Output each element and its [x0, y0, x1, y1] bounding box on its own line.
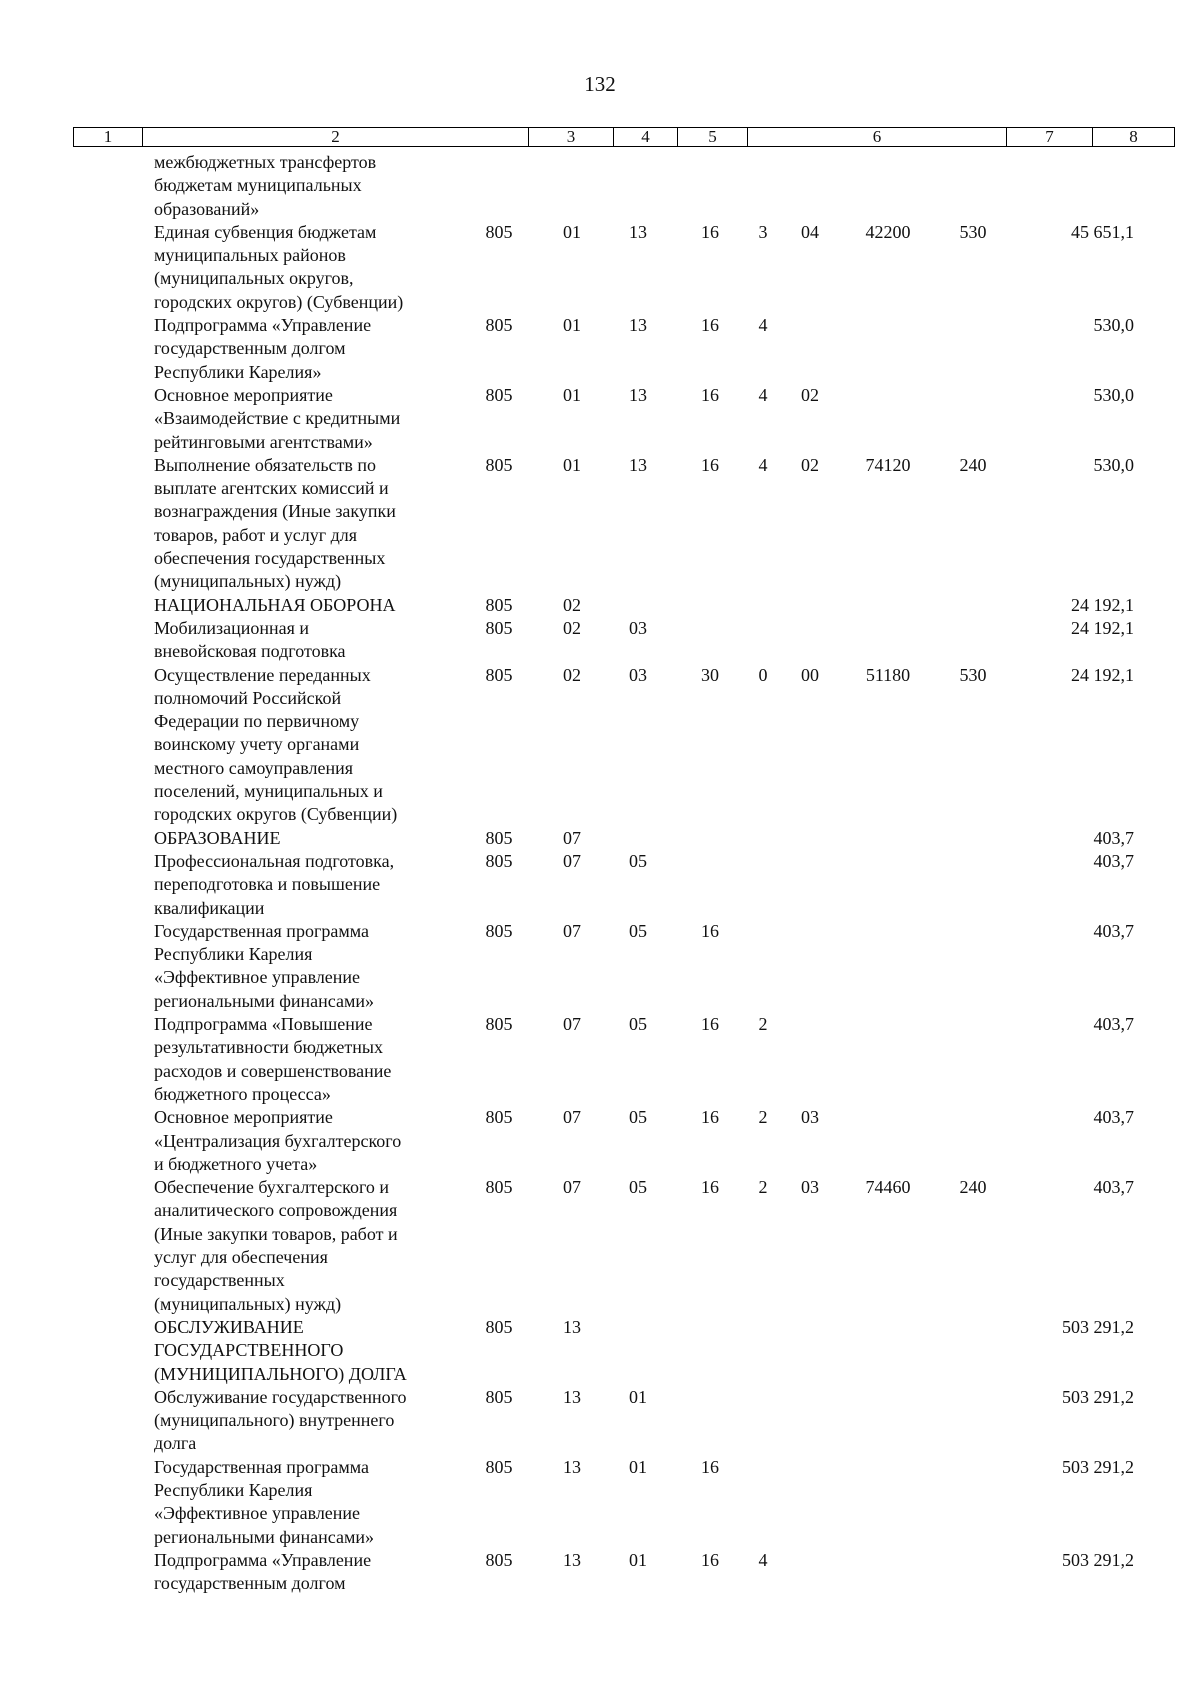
activity-code: 03	[801, 1107, 819, 1128]
section-code: 13	[563, 1386, 581, 1407]
code-805: 805	[485, 1550, 513, 1570]
amount: 530,0	[1093, 385, 1134, 405]
amount: 530,0	[1093, 454, 1134, 475]
program-code: 16	[701, 1550, 719, 1570]
subsection-code: 13	[629, 221, 647, 242]
section-code: 07	[563, 1014, 581, 1035]
section-code: 01	[563, 221, 581, 242]
row-description: Подпрограмма «Управление государственным долгом	[154, 1550, 372, 1594]
section-code: 07	[563, 920, 581, 941]
amount: 24 192,1	[1071, 594, 1134, 615]
amount: 503 291,2	[1062, 1317, 1134, 1337]
subprogram-code: 2	[758, 1177, 768, 1198]
code-805: 805	[485, 1177, 513, 1198]
code-805: 805	[485, 315, 513, 336]
section-code: 13	[563, 1317, 581, 1337]
activity-code: 04	[801, 221, 819, 242]
header-col-4: 4	[641, 127, 650, 146]
subprogram-code: 2	[758, 1014, 768, 1035]
row-description: Выполнение обязательств по выплате агентских комиссий и вознаграждения (Иные закупки товаров, работ и услуг для обеспечения государственных (муниципальных) нужд)	[154, 454, 396, 592]
program-code: 16	[701, 1456, 719, 1477]
code-805: 805	[485, 1317, 513, 1337]
section-code: 13	[563, 1550, 581, 1570]
section-code: 01	[563, 315, 581, 336]
program-code: 16	[701, 454, 719, 475]
amount: 503 291,2	[1062, 1456, 1134, 1477]
amount: 403,7	[1093, 1177, 1134, 1198]
subsection-code: 13	[629, 385, 647, 405]
section-code: 07	[563, 827, 581, 848]
code-805: 805	[485, 594, 513, 615]
header-col-1: 1	[103, 127, 113, 146]
program-code: 16	[701, 315, 719, 336]
program-code: 30	[701, 664, 719, 685]
code-805: 805	[485, 618, 513, 638]
row-description: Государственная программа Республики Карелия «Эффективное управление региональными финансами»	[154, 920, 374, 1011]
expense-type-code: 240	[959, 1177, 987, 1198]
section-code: 02	[563, 618, 581, 638]
subsection-code: 05	[629, 1107, 647, 1128]
subprogram-code: 3	[758, 221, 768, 242]
expense-type-code: 240	[959, 454, 987, 475]
section-code: 02	[563, 594, 581, 615]
header-col-6: 6	[872, 127, 882, 146]
code-805: 805	[485, 1014, 513, 1035]
row-description: Мобилизационная и вневойсковая подготовка	[154, 618, 346, 662]
subsection-code: 13	[629, 454, 647, 475]
section-code: 07	[563, 851, 581, 871]
program-code: 16	[701, 920, 719, 941]
direction-code: 42200	[865, 221, 911, 242]
row-description: ОБРАЗОВАНИЕ	[154, 827, 281, 848]
subprogram-code: 4	[758, 385, 768, 405]
activity-code: 03	[801, 1177, 819, 1198]
subsection-code: 05	[629, 1177, 647, 1198]
subsection-code: 03	[629, 664, 647, 685]
amount: 24 192,1	[1071, 664, 1134, 685]
code-805: 805	[485, 454, 513, 475]
section-code: 01	[563, 454, 581, 475]
row-description: Основное мероприятие «Централизация бухгалтерского и бюджетного учета»	[154, 1107, 402, 1174]
subsection-code: 01	[629, 1386, 647, 1407]
code-805: 805	[485, 1107, 513, 1128]
header-col-5: 5	[708, 127, 717, 146]
amount: 403,7	[1093, 1014, 1134, 1035]
row-description: Основное мероприятие «Взаимодействие с кредитными рейтинговыми агентствами»	[154, 385, 401, 452]
subprogram-code: 4	[758, 1550, 768, 1570]
section-code: 02	[563, 664, 581, 685]
amount: 403,7	[1093, 1107, 1134, 1128]
section-code: 07	[563, 1107, 581, 1128]
code-805: 805	[485, 664, 513, 685]
amount: 503 291,2	[1062, 1386, 1134, 1407]
direction-code: 74460	[865, 1177, 911, 1198]
row-description: Подпрограмма «Управление государственным долгом Республики Карелия»	[154, 315, 372, 382]
subsection-code: 13	[629, 315, 647, 336]
code-805: 805	[485, 827, 513, 848]
amount: 403,7	[1093, 827, 1134, 848]
program-code: 16	[701, 1107, 719, 1128]
row-description: Обслуживание государственного (муниципального) внутреннего долга	[154, 1386, 407, 1454]
amount: 403,7	[1093, 920, 1134, 941]
row-description: Обеспечение бухгалтерского и аналитического сопровождения (Иные закупки товаров, работ и услуг для обеспечения государственных (муниципальных) нужд)	[154, 1177, 398, 1314]
code-805: 805	[485, 851, 513, 871]
subsection-code: 05	[629, 851, 647, 871]
row-description: Государственная программа Республики Карелия «Эффективное управление региональными финансами»	[154, 1456, 374, 1547]
amount: 503 291,2	[1062, 1550, 1134, 1570]
code-805: 805	[485, 1386, 513, 1407]
activity-code: 02	[801, 454, 819, 475]
expense-type-code: 530	[959, 221, 987, 242]
row-description: Подпрограмма «Повышение результативности бюджетных расходов и совершенствование бюджетного процесса»	[154, 1014, 392, 1104]
header-col-2: 2	[331, 127, 340, 146]
activity-code: 00	[801, 664, 819, 685]
section-code: 07	[563, 1177, 581, 1198]
amount: 45 651,1	[1071, 221, 1134, 242]
subsection-code: 05	[629, 920, 647, 941]
row-description: НАЦИОНАЛЬНАЯ ОБОРОНА	[154, 594, 396, 615]
subsection-code: 03	[629, 618, 647, 638]
row-description: межбюджетных трансфертов бюджетам муниципальных образований»	[154, 152, 377, 219]
subprogram-code: 4	[758, 315, 768, 336]
activity-code: 02	[801, 385, 819, 405]
header-col-8: 8	[1129, 127, 1138, 146]
code-805: 805	[485, 385, 513, 405]
subsection-code: 01	[629, 1550, 647, 1570]
expense-type-code: 530	[959, 664, 987, 685]
subsection-code: 05	[629, 1014, 647, 1035]
amount: 530,0	[1093, 315, 1134, 336]
amount: 403,7	[1093, 851, 1134, 871]
program-code: 16	[701, 221, 719, 242]
code-805: 805	[485, 1456, 513, 1477]
row-description: Профессиональная подготовка, переподготовка и повышение квалификации	[154, 851, 395, 918]
subprogram-code: 0	[758, 664, 768, 685]
program-code: 16	[701, 1177, 719, 1198]
section-code: 01	[563, 385, 581, 405]
row-description: ОБСЛУЖИВАНИЕ ГОСУДАРСТВЕННОГО (МУНИЦИПАЛЬНОГО) ДОЛГА	[154, 1317, 407, 1384]
amount: 24 192,1	[1071, 618, 1134, 638]
direction-code: 74120	[865, 454, 911, 475]
direction-code: 51180	[865, 664, 911, 685]
page-number: 132	[584, 72, 616, 96]
row-description: Осуществление переданных полномочий Российской Федерации по первичному воинскому учету органами местного самоуправления поселений, муниципальных и городских округов (Субвенции)	[154, 664, 398, 825]
code-805: 805	[485, 221, 513, 242]
program-code: 16	[701, 1014, 719, 1035]
section-code: 13	[563, 1456, 581, 1477]
row-description: Единая субвенция бюджетам муниципальных районов (муниципальных округов, городских округов) (Субвенции)	[154, 221, 404, 312]
code-805: 805	[485, 920, 513, 941]
program-code: 16	[701, 385, 719, 405]
subsection-code: 01	[629, 1456, 647, 1477]
subprogram-code: 2	[758, 1107, 768, 1128]
table-header	[73, 127, 1175, 147]
subprogram-code: 4	[758, 454, 768, 475]
header-col-7: 7	[1045, 127, 1054, 146]
header-col-3: 3	[566, 127, 576, 146]
